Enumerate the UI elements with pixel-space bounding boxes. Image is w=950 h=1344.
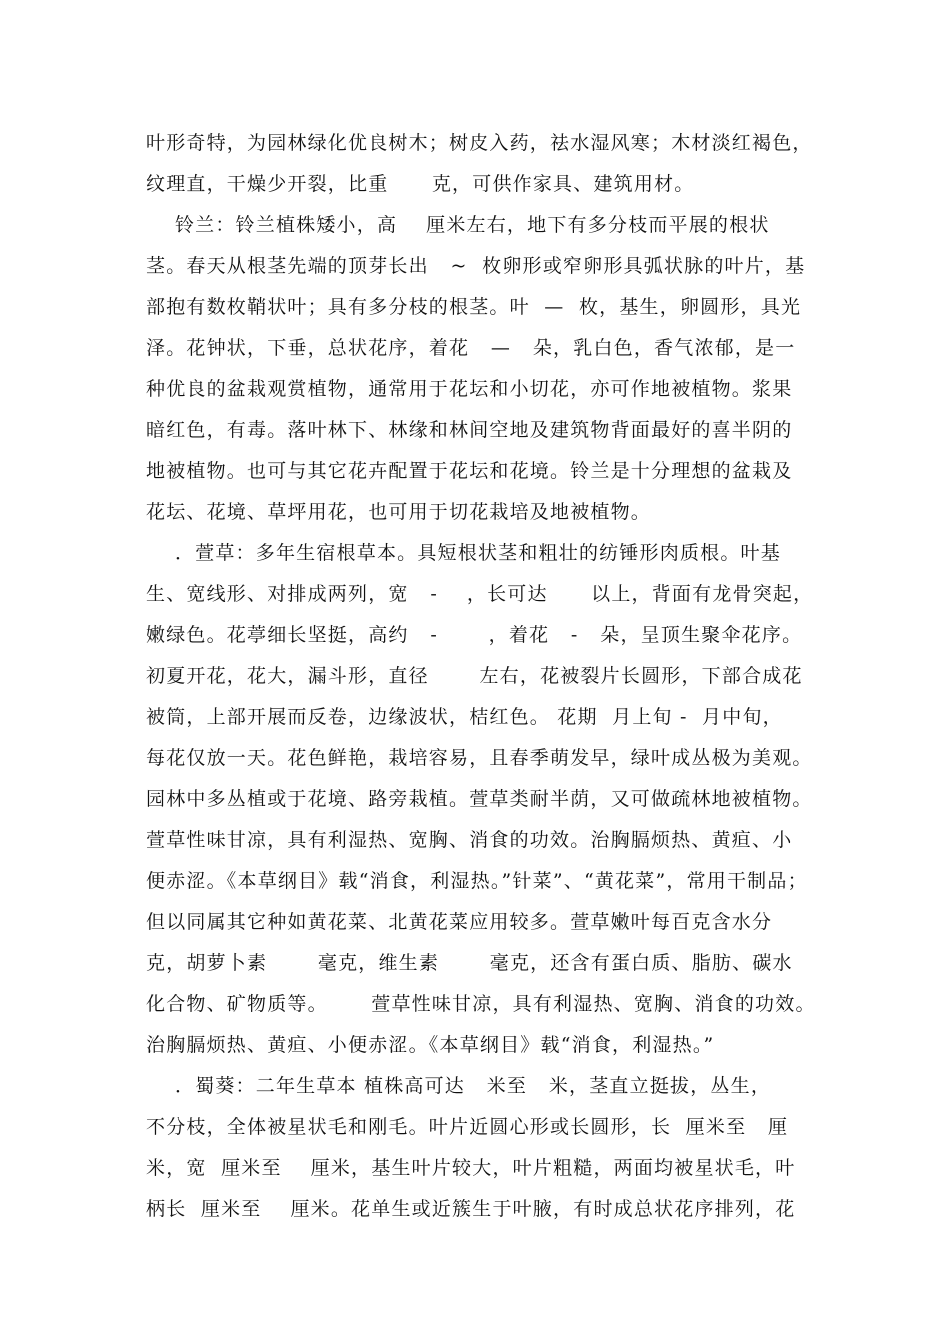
text-line: 但以同属其它种如黄花菜、北黄花菜应用较多。萱草嫩叶每百克含水分: [146, 911, 773, 933]
text-line: 萱草性味甘凉，具有利湿热、宽胸、消食的功效。治胸膈烦热、黄疸、小: [146, 829, 793, 851]
text-line: 米，宽 厘米至 厘米，基生叶片较大，叶片粗糙，两面均被星状毛，叶: [146, 1157, 796, 1179]
text-line: 柄长 厘米至 厘米。花单生或近簇生于叶腋，有时成总状花序排列，花: [146, 1198, 796, 1220]
text-line: 生、宽线形、对排成两列，宽 - ，长可达 以上，背面有龙骨突起，: [146, 583, 814, 605]
text-line: 克，胡萝卜素 毫克，维生素 毫克，还含有蛋白质、脂肪、碳水: [146, 952, 793, 974]
text-line: ．蜀葵：二年生草本 植株高可达 米至 米，茎直立挺拔，丛生，: [146, 1075, 772, 1097]
text-line: 地被植物。也可与其它花卉配置于花坛和花境。铃兰是十分理想的盆栽及: [146, 460, 793, 482]
text-line: 部抱有数枚鞘状叶；具有多分枝的根茎。叶 — 枚，基生，卵圆形，具光: [146, 296, 802, 318]
text-line: 花坛、花境、草坪用花，也可用于切花栽培及地被植物。: [146, 501, 652, 523]
text-line: 被筒，上部开展而反卷，边缘波状，桔红色。 花期 月上旬 - 月中旬，: [146, 706, 783, 728]
text-line: 纹理直，干燥少开裂，比重 克，可供作家具、建筑用材。: [146, 173, 695, 195]
text-line: 初夏开花，花大，漏斗形，直径 左右，花被裂片长圆形，下部合成花: [146, 665, 803, 687]
text-line: 园林中多丛植或于花境、路旁栽植。萱草类耐半荫，又可做疏林地被植物。: [146, 788, 813, 810]
text-line: 泽。花钟状，下垂，总状花序，着花 — 朵，乳白色，香气浓郁，是一: [146, 337, 796, 359]
text-line: ．萱草：多年生宿根草本。具短根状茎和粗壮的纺锤形肉质根。叶基: [146, 542, 781, 564]
text-line: 铃兰：铃兰植株矮小，高 厘米左右，地下有多分枝而平展的根状: [146, 214, 770, 236]
text-line: 嫩绿色。花葶细长坚挺，高约 - ，着花 - 朵，呈顶生聚伞花序。: [146, 624, 803, 646]
text-line: 每花仅放一天。花色鲜艳，栽培容易，且春季萌发早，绿叶成丛极为美观。: [146, 747, 813, 769]
text-line: 种优良的盆栽观赏植物，通常用于花坛和小切花，亦可作地被植物。浆果: [146, 378, 793, 400]
text-line: 暗红色，有毒。落叶林下、林缘和林间空地及建筑物背面最好的喜半阴的: [146, 419, 793, 441]
text-line: 茎。春天从根茎先端的顶芽长出 ~ 枚卵形或窄卵形具弧状脉的叶片，基: [146, 255, 806, 277]
text-line: 不分枝，全体被星状毛和刚毛。叶片近圆心形或长圆形，长 厘米至 厘: [146, 1116, 789, 1138]
text-line: 便赤涩。《本草纲目》载“消食，利湿热。”针菜”、“黄花菜”，常用干制品；: [146, 870, 808, 892]
text-line: 治胸膈烦热、黄疸、小便赤涩。《本草纲目》载“消食，利湿热。”: [146, 1034, 715, 1056]
text-line: 叶形奇特，为园林绿化优良树木；树皮入药，祛水湿风寒；木材淡红褐色，: [146, 132, 813, 154]
text-line: 化合物、矿物质等。 萱草性味甘凉，具有利湿热、宽胸、消食的功效。: [146, 993, 816, 1015]
